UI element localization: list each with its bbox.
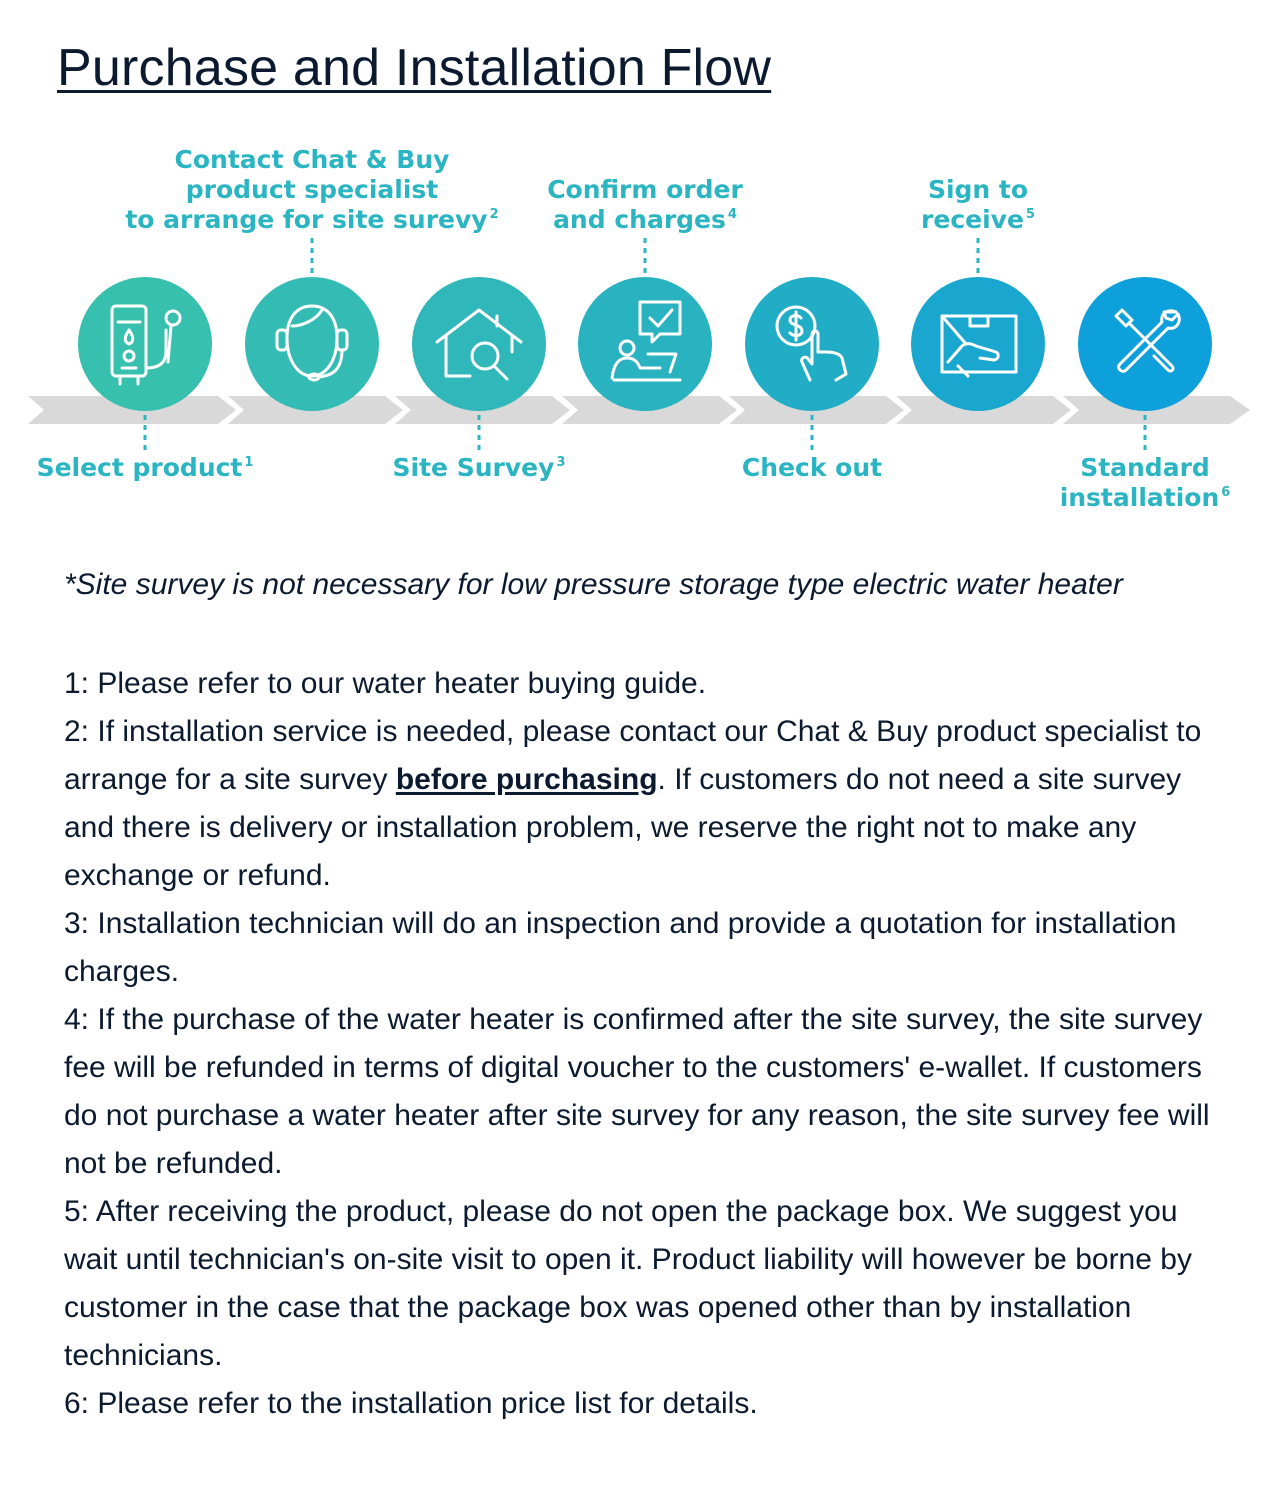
footnote-1: 1: Please refer to our water heater buying guide.: [64, 667, 707, 700]
step-label-confirm-order: Confirm order and charges $^4$: [547, 175, 743, 234]
step-label-sign-receive: Sign to receive $^5$: [921, 175, 1035, 234]
site-survey-note: *Site survey is not necessary for low pressure storage type electric water heater: [64, 568, 1123, 601]
step-label-site-survey: Site Survey $^3$: [392, 453, 566, 482]
purchase-flow-diagram: [0, 130, 1280, 540]
step-label-select-product: Select product $^1$: [36, 453, 254, 482]
step-7-circle: [1078, 277, 1212, 411]
before-purchasing-emphasis: before purchasing: [395, 763, 658, 796]
step-label-check-out: Check out: [741, 453, 883, 482]
footnote-4: 4: If the purchase of the water heater is confirmed after the site survey, the site survey fee will be refunded in terms of digital voucher to the customers' e-wallet. If customers do not purchase a water heater after site survey for any reason, the site survey fee will not be refunded.: [64, 1003, 1210, 1180]
step-3-circle: [412, 277, 546, 411]
step-4-circle: [578, 277, 712, 411]
step-label-standard-installation: Standard installation $^6$: [1059, 453, 1231, 512]
footnote-3: 3: Installation technician will do an inspection and provide a quotation for installation charges.: [64, 907, 1177, 988]
page-title: Purchase and Installation Flow: [57, 39, 772, 97]
footnotes: [64, 660, 1224, 1428]
footnote-5: 5: After receiving the product, please do not open the package box. We suggest you wait until technician's on-site visit to open it. Product liability will however be borne by customer in the case that the package box was opened other than by installation technicians.: [64, 1195, 1192, 1372]
step-6-circle: [911, 277, 1045, 411]
footnote-2: 2: If installation service is needed, please contact our Chat & Buy product specialist to arrange for a site survey before purchasing. If customers do not need a site survey and there is delivery or installation problem, we reserve the right not to make any exchange or refund.: [64, 715, 1202, 892]
step-1-circle: [78, 277, 212, 411]
step-5-circle: [745, 277, 879, 411]
footnote-6: 6: Please refer to the installation price list for details.: [64, 1387, 758, 1420]
step-2-circle: [245, 277, 379, 411]
step-label-contact: Contact Chat & Buy product specialist to arrange for site surevy $^2$: [125, 145, 499, 234]
